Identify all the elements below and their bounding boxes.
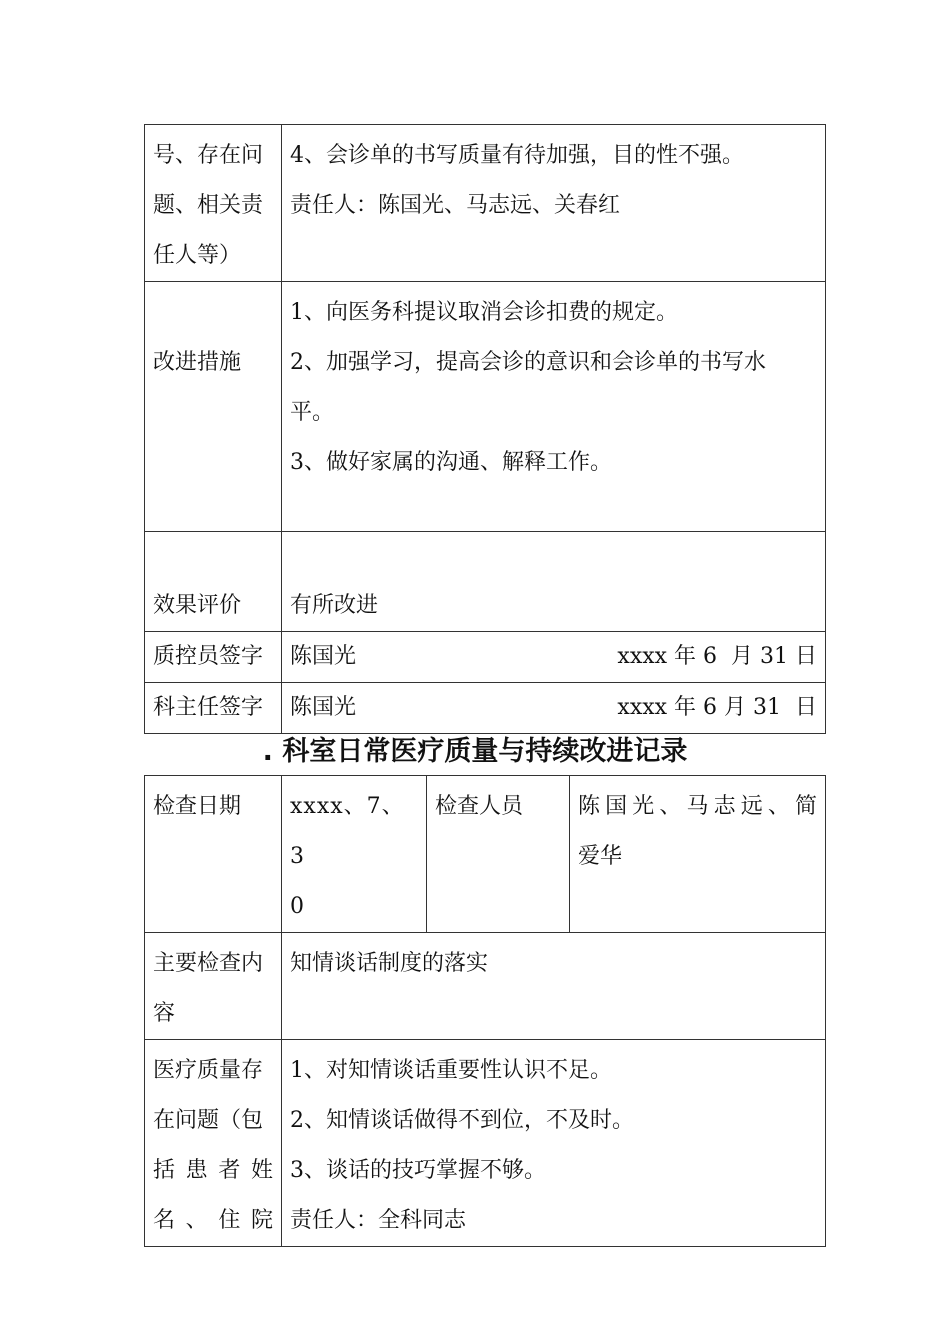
check-date-value: xxxx、7、3 [290,794,405,869]
content-cell [282,683,826,734]
table-row-qc-signature [145,632,826,683]
label-line: 名、住院 [153,1208,273,1233]
section-title: . 科室日常医疗质量与持续改进记录 [262,736,688,767]
director-signature-date: xxxx 年 6 月 31 日 [617,695,817,720]
label-cell [145,683,282,734]
label-cell [145,1040,282,1247]
qc-signature-date: xxxx 年 6 月 31 日 [617,644,817,669]
label-cell [145,282,282,532]
label-cell [145,632,282,683]
value-cell [570,776,826,933]
value-cell [282,776,427,933]
responsible-persons: 责任人：全科同志 [290,1208,467,1233]
check-date-label: 检查日期 [153,794,242,819]
table-row-main-content [145,933,826,1040]
table-row-effect [145,532,826,632]
improvement-label: 改进措施 [153,350,242,375]
label-line: 医疗质量存 [153,1058,264,1083]
problem-item: 1、对知情谈话重要性认识不足。 [290,1058,612,1083]
table-row-director-signature [145,683,826,734]
effect-label: 效果评价 [153,593,242,618]
improvement-item: 3、做好家属的沟通、解释工作。 [290,450,612,475]
content-cell [282,125,826,282]
label-cell [145,532,282,632]
label-cell [145,933,282,1040]
inspector-names: 爱华 [578,844,623,869]
content-cell [282,532,826,632]
qc-signature-name: 陈国光 [290,644,357,669]
label-line: 任人等） [153,243,242,268]
label-line: 在问题（包 [153,1108,264,1133]
check-date-value: 0 [290,894,304,919]
problem-item: 4、会诊单的书写质量有待加强，目的性不强。 [290,143,744,168]
problem-item: 3、谈话的技巧掌握不够。 [290,1158,546,1183]
effect-value: 有所改进 [290,593,379,618]
inspector-label: 检查人员 [435,794,524,819]
content-cell [282,282,826,532]
label-cell [145,125,282,282]
table-row-problems [145,125,826,282]
inspector-names: 陈国光、马志远、简 [578,794,817,819]
label-line: 容 [153,1001,176,1026]
label-line: 题、相关责 [153,193,264,218]
content-cell [282,632,826,683]
problem-item: 2、知情谈话做得不到位，不及时。 [290,1108,634,1133]
table-row-quality-problems [145,1040,826,1247]
main-content-value: 知情谈话制度的落实 [290,951,489,976]
label-cell [145,776,282,933]
improvement-item: 1、向医务科提议取消会诊扣费的规定。 [290,300,678,325]
qc-signature-label: 质控员签字 [153,644,264,669]
improvement-item: 平。 [290,400,335,425]
label-line: 括患者姓 [153,1158,273,1183]
responsible-persons: 责任人：陈国光、马志远、关春红 [290,193,621,218]
label-cell [427,776,570,933]
quality-record-table-continued [144,124,826,734]
label-line: 主要检查内 [153,951,264,976]
table-row-improvement [145,282,826,532]
improvement-item: 2、加强学习，提高会诊的意识和会诊单的书写水 [290,350,766,375]
quality-record-table [144,775,826,1247]
director-signature-name: 陈国光 [290,695,357,720]
content-cell [282,933,826,1040]
label-line: 号、存在问 [153,143,264,168]
table-row-check-info [145,776,826,933]
content-cell [282,1040,826,1247]
director-signature-label: 科主任签字 [153,695,264,720]
